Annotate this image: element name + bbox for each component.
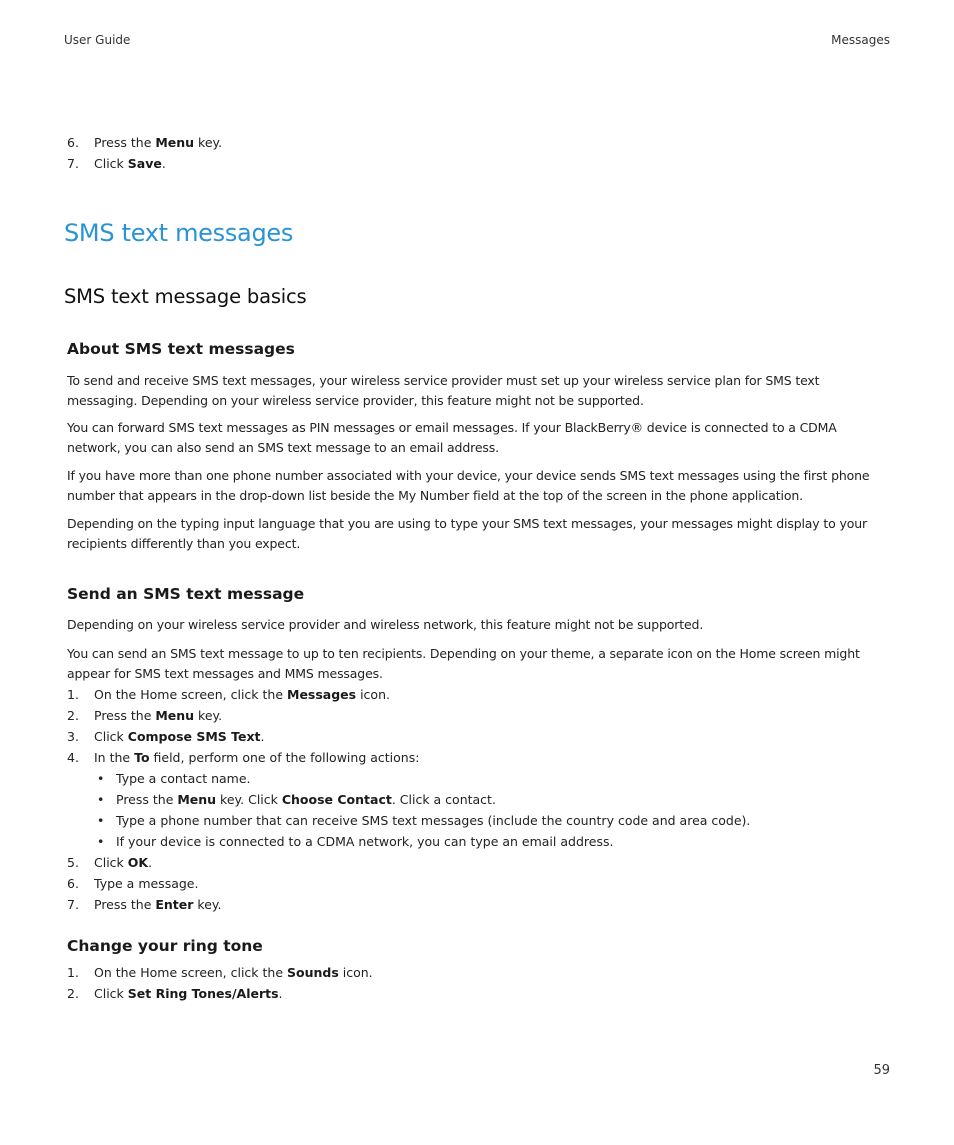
about-heading: About SMS text messages bbox=[67, 340, 295, 358]
list-item: 6. Type a message. bbox=[67, 876, 199, 891]
list-item: 7. Press the Enter key. bbox=[67, 897, 222, 912]
chapter-title: SMS text messages bbox=[64, 219, 294, 247]
send-paragraph: You can send an SMS text message to up to ten recipients. Depending on your theme, a separate icon on the Home screen might appear for SMS text messages and MMS messages. bbox=[67, 646, 860, 681]
list-item: 2. Press the Menu key. bbox=[67, 708, 223, 723]
section-title: SMS text message basics bbox=[64, 285, 307, 308]
list-item: 1. On the Home screen, click the Messages icon. bbox=[67, 687, 390, 702]
ring-heading: Change your ring tone bbox=[67, 937, 263, 955]
bullet-item: • If your device is connected to a CDMA network, you can type an email address. bbox=[64, 831, 894, 852]
bullet-item: • Type a contact name. bbox=[64, 768, 894, 789]
about-paragraph: You can forward SMS text messages as PIN messages or email messages. If your BlackBerry® device is connected to a CDMA network, you can also send an SMS text message to an email address. bbox=[67, 420, 837, 455]
about-paragraph: Depending on the typing input language that you are using to type your SMS text messages, your messages might display to your recipients differently than you expect. bbox=[67, 516, 867, 551]
bullet-icon: • bbox=[97, 834, 105, 849]
bullet-icon: • bbox=[97, 771, 105, 786]
send-heading: Send an SMS text message bbox=[67, 585, 305, 603]
ring-steps bbox=[64, 962, 894, 1004]
header-section-title: Messages bbox=[831, 33, 890, 47]
list-item: 6. Press the Menu key. bbox=[67, 135, 223, 150]
list-item: 3. Click Compose SMS Text. bbox=[67, 729, 265, 744]
send-steps bbox=[64, 684, 894, 915]
list-item: 4. In the To field, perform one of the following actions: bbox=[67, 750, 420, 765]
send-paragraph: Depending on your wireless service provider and wireless network, this feature might not be supported. bbox=[67, 617, 704, 632]
about-paragraph: If you have more than one phone number associated with your device, your device sends SMS text messages using the first phone number that appears in the drop-down list beside the My Number field at the top of the screen in the phone application. bbox=[67, 468, 870, 503]
bullet-item: • Type a phone number that can receive SMS text messages (include the country code and area code). bbox=[64, 810, 894, 831]
bullet-icon: • bbox=[97, 813, 105, 828]
list-item: 2. Click Set Ring Tones/Alerts. bbox=[67, 986, 283, 1001]
bullet-item: • Press the Menu key. Click Choose Contact. Click a contact. bbox=[64, 789, 894, 810]
list-item: 7. Click Save. bbox=[67, 156, 166, 171]
intro-steps bbox=[64, 132, 894, 174]
bullet-icon: • bbox=[97, 792, 105, 807]
about-paragraph: To send and receive SMS text messages, your wireless service provider must set up your wireless service plan for SMS text messaging. Depending on your wireless service provider, this feature might not be supported. bbox=[67, 373, 820, 408]
page-number: 59 bbox=[873, 1063, 890, 1078]
list-item: 1. On the Home screen, click the Sounds icon. bbox=[67, 965, 373, 980]
header-guide-title: User Guide bbox=[64, 33, 131, 47]
list-item: 5. Click OK. bbox=[67, 855, 153, 870]
